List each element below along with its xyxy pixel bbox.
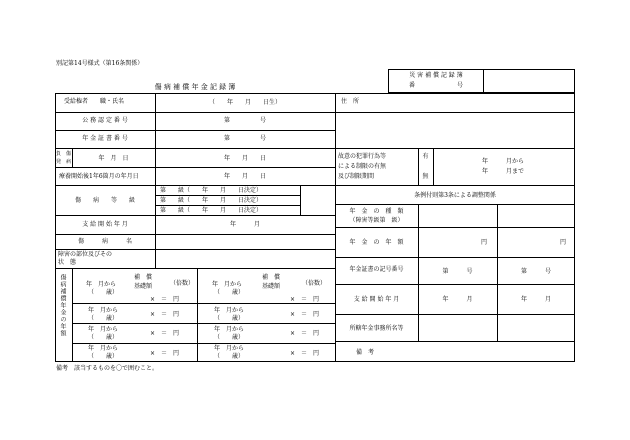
wrongful-label: 故意の犯罪行為等 <box>338 153 387 160</box>
period-to-r4[interactable]: （ 歳） <box>214 353 245 360</box>
start-value-1[interactable]: 年 月 <box>442 296 473 303</box>
recipient-label: 受給権者 職・氏名 <box>64 98 125 105</box>
disaster-no-value-box[interactable] <box>483 69 575 93</box>
cert-no-cell-2[interactable]: 第 号 <box>520 268 551 275</box>
injury-date-value[interactable]: 年 月 日 <box>223 155 266 162</box>
pension-amount-label: 年 金 の 年 額 <box>349 239 404 246</box>
disaster-no-label-2: 番 号 <box>408 82 463 89</box>
pension-cert-value[interactable]: 第 号 <box>223 135 266 142</box>
treatment-value[interactable]: 年 月 日 <box>223 173 266 180</box>
grade-row-3[interactable]: 第 級（ 年 月 日決定） <box>160 207 263 214</box>
period-to-2[interactable]: （ 歳） <box>88 315 119 322</box>
recipient-value[interactable]: （ 年 月 日生） <box>208 99 281 106</box>
base-amount-r1: 補 償 <box>262 274 281 281</box>
injury-date-label: 年 月 日 <box>98 155 129 162</box>
payment-start-label: 支 給 開 始 年 月 <box>82 221 128 228</box>
from-date[interactable]: 年 月から <box>482 158 525 165</box>
formula-r3[interactable]: × ＝ 円 <box>290 330 320 337</box>
formula-3[interactable]: × ＝ 円 <box>150 330 180 337</box>
grade-row-2[interactable]: 第 級（ 年 月 日決定） <box>160 197 263 204</box>
formula-2[interactable]: × ＝ 円 <box>150 311 180 318</box>
form-number: 別記第14号様式（第16条関係） <box>56 60 144 67</box>
pension-type-label-2: （障害等級第 級） <box>349 217 404 224</box>
payment-start-value[interactable]: 年 月 <box>229 221 260 228</box>
period-to-3[interactable]: （ 歳） <box>88 334 119 341</box>
grade-row-1[interactable]: 第 級（ 年 月 日決定） <box>160 187 263 194</box>
footer-note: 備考 該当するものを〇で囲むこと。 <box>56 365 159 372</box>
injury-name-label: 傷 病 名 <box>77 238 132 245</box>
disability-label-2: 状 態 <box>58 259 77 266</box>
multiple-r1: （倍数） <box>302 280 327 287</box>
pension-cert-no-label: 年金証書の記号番号 <box>349 266 404 273</box>
formula-r2[interactable]: × ＝ 円 <box>290 311 320 318</box>
formula-4[interactable]: × ＝ 円 <box>150 350 180 357</box>
period-to-r1[interactable]: （ 歳） <box>214 289 245 296</box>
disaster-no-label: 災 害 補 償 記 録 簿 <box>409 72 463 79</box>
pension-type-label: 年 金 の 種 類 <box>349 208 404 215</box>
disability-label: 障害の部位及びその <box>58 251 113 258</box>
base-amount-1b: 基礎額 <box>134 283 153 290</box>
period-to-r3[interactable]: （ 歳） <box>214 334 245 341</box>
period-from-r3[interactable]: 年 月から <box>214 326 245 333</box>
period-from-2[interactable]: 年 月から <box>88 307 119 314</box>
period-from-3[interactable]: 年 月から <box>88 326 119 333</box>
start-value-2[interactable]: 年 月 <box>520 296 551 303</box>
injury-label-a: 負 傷 <box>55 151 71 157</box>
address-label: 住 所 <box>341 98 360 105</box>
pension-amount-yen-1[interactable]: 円 <box>481 239 488 246</box>
annual-amount-vertical: 傷病補償年金の年額 <box>59 274 66 337</box>
formula-r4[interactable]: × ＝ 円 <box>290 350 320 357</box>
formula-r1[interactable]: × ＝ 円 <box>290 296 320 303</box>
yes-option[interactable]: 有 <box>422 153 429 160</box>
base-amount-r1b: 基礎額 <box>262 283 281 290</box>
cert-no-cell-1[interactable]: 第 号 <box>442 268 473 275</box>
period-from-r4[interactable]: 年 月から <box>214 345 245 352</box>
period-to-4[interactable]: （ 歳） <box>88 353 119 360</box>
pension-cert-label: 年 金 証 書 番 号 <box>82 135 128 142</box>
page-title: 傷 病 補 償 年 金 記 録 簿 <box>154 83 236 91</box>
multiple-1: （倍数） <box>170 280 195 287</box>
treatment-label: 療養開始後1年6箇月の年月日 <box>59 173 139 180</box>
cert-no-label: 公 務 認 定 番 号 <box>82 117 128 124</box>
period-to-r2[interactable]: （ 歳） <box>214 315 245 322</box>
period-to-1[interactable]: （ 歳） <box>88 289 119 296</box>
to-date[interactable]: 年 月まで <box>482 168 525 175</box>
start-label: 支 給 開 始 年 月 <box>353 296 400 303</box>
period-from-4[interactable]: 年 月から <box>88 345 119 352</box>
injury-label-b: 発 病 <box>55 159 71 165</box>
cert-no-value[interactable]: 第 号 <box>223 117 266 124</box>
period-from-1[interactable]: 年 月から <box>86 281 117 288</box>
wrongful-label-2: による制限の有無 <box>338 163 387 170</box>
wrongful-label-3: 及び制限期間 <box>338 173 375 180</box>
period-from-r1[interactable]: 年 月から <box>212 281 243 288</box>
formula-1[interactable]: × ＝ 円 <box>150 296 180 303</box>
office-label: 所轄年金事務所名等 <box>349 325 404 332</box>
period-from-r2[interactable]: 年 月から <box>214 307 245 314</box>
pension-amount-yen-2[interactable]: 円 <box>560 239 567 246</box>
adjust-header: 条例付則第3条による調整関係 <box>414 192 496 199</box>
base-amount-1: 補 償 <box>134 274 153 281</box>
remarks-label: 備 考 <box>356 349 375 356</box>
no-option[interactable]: 無 <box>422 173 429 180</box>
grade-label: 傷 病 等 級 <box>74 197 135 204</box>
